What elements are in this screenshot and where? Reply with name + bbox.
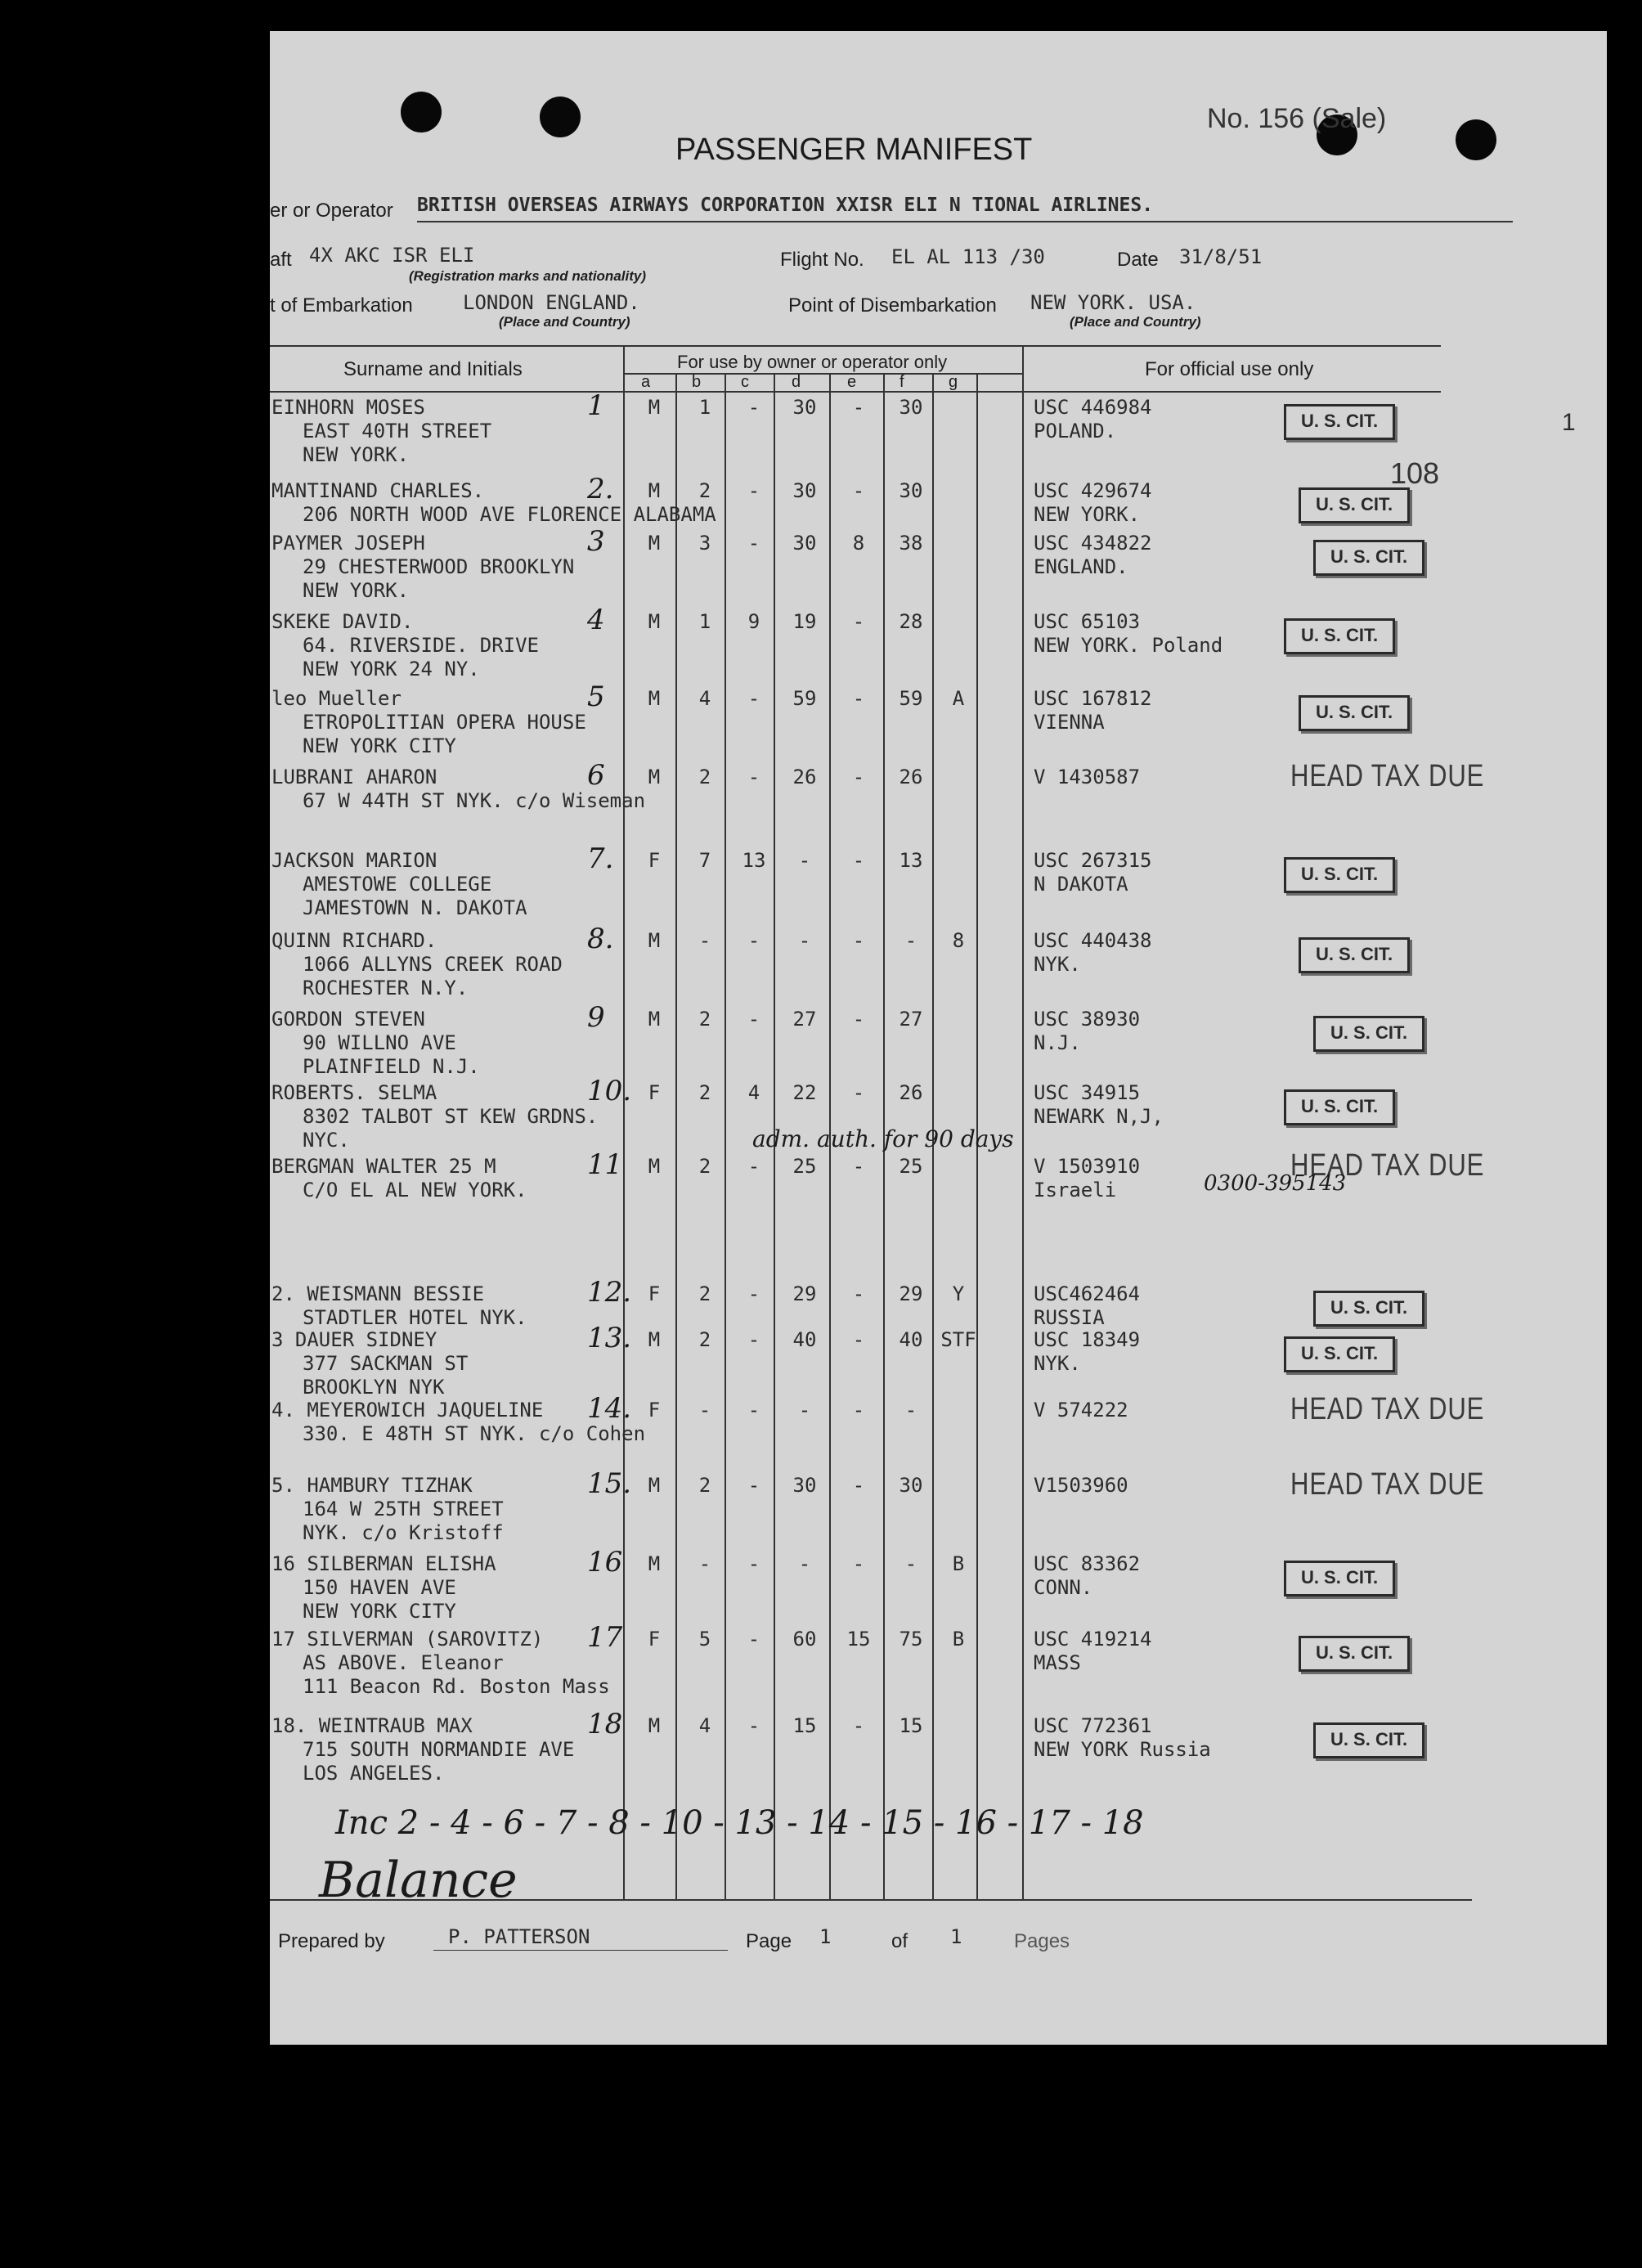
date-value: 31/8/51 [1179, 245, 1263, 268]
cell-e: - [852, 1552, 865, 1575]
cell-a: F [648, 1628, 661, 1650]
passenger-address: 377 SACKMAN ST [303, 1352, 469, 1375]
passenger-address: NEW YORK CITY [303, 734, 456, 757]
cell-d: 59 [792, 687, 817, 710]
cell-b: 2 [698, 766, 711, 788]
cell-f: 26 [899, 1081, 923, 1104]
official-visa-number: V 1503910 [1034, 1155, 1141, 1178]
page-stamp-number: 108 [1390, 456, 1440, 490]
passenger-address: BROOKLYN NYK [303, 1376, 445, 1399]
disembarkation-value: NEW YORK. USA. [1030, 291, 1196, 314]
passenger-number: 5 [587, 680, 605, 713]
passenger-address: NEW YORK. [303, 443, 410, 466]
date-label: Date [1117, 249, 1159, 271]
col-letter-6: g [949, 373, 958, 391]
official-place: CONN. [1034, 1576, 1093, 1599]
passenger-name: GORDON STEVEN [271, 1008, 425, 1031]
passenger-name: 17 SILVERMAN (SAROVITZ) [271, 1628, 544, 1650]
prepared-by-label: Prepared by [278, 1930, 385, 1952]
prepared-by-value: P. PATTERSON [448, 1925, 590, 1948]
cell-a: M [648, 766, 661, 788]
passenger-number: 4 [587, 604, 605, 636]
passenger-address: NEW YORK 24 NY. [303, 658, 480, 680]
cell-d: 27 [792, 1008, 817, 1031]
col-letter-3: d [792, 373, 801, 391]
official-visa-number: USC 772361 [1034, 1714, 1152, 1737]
cell-d: 26 [792, 766, 817, 788]
passenger-number: 15. [587, 1467, 632, 1500]
cell-f: 30 [899, 396, 923, 419]
passenger-name: 18. WEINTRAUB MAX [271, 1714, 473, 1737]
page-label: Page [746, 1930, 792, 1952]
cell-d: 30 [792, 479, 817, 502]
us-cit-stamp: U. S. CIT. [1299, 1636, 1410, 1672]
manifest-sheet [270, 31, 1607, 2045]
cell-c: - [747, 687, 760, 710]
cell-c: - [747, 532, 760, 555]
surname-header: Surname and Initials [343, 358, 523, 380]
passenger-address: 150 HAVEN AVE [303, 1576, 456, 1599]
cell-b: 1 [698, 396, 711, 419]
official-visa-number: USC 34915 [1034, 1081, 1141, 1104]
cell-b: 2 [698, 479, 711, 502]
us-cit-stamp: U. S. CIT. [1284, 857, 1395, 893]
cell-f: - [904, 929, 917, 952]
passenger-name: SKEKE DAVID. [271, 610, 414, 633]
us-cit-stamp: U. S. CIT. [1284, 1089, 1395, 1125]
flight-label: Flight No. [780, 249, 864, 271]
cell-e: - [852, 687, 865, 710]
us-cit-stamp: U. S. CIT. [1299, 695, 1410, 731]
col-letter-1: b [692, 373, 702, 391]
cell-f: 26 [899, 766, 923, 788]
cell-c: - [747, 1399, 760, 1421]
passenger-name: 5. HAMBURY TIZHAK [271, 1474, 473, 1497]
cell-c: - [747, 1008, 760, 1031]
cell-a: F [648, 1399, 661, 1421]
passenger-name: JACKSON MARION [271, 849, 437, 872]
cell-c: - [747, 396, 760, 419]
head-tax-stamp: HEAD TAX DUE [1290, 759, 1485, 793]
official-place: NYK. [1034, 1352, 1081, 1375]
passenger-address: 67 W 44TH ST NYK. c/o Wiseman [303, 789, 646, 812]
cell-g: STF [940, 1328, 976, 1351]
cell-c: - [747, 1155, 760, 1178]
official-place: NEW YORK. [1034, 503, 1141, 526]
us-cit-stamp: U. S. CIT. [1284, 1336, 1395, 1372]
passenger-address: AMESTOWE COLLEGE [303, 873, 492, 896]
cell-d: - [798, 1399, 811, 1421]
cell-f: 30 [899, 479, 923, 502]
signature-note: Balance [319, 1852, 518, 1909]
cell-g: 8 [952, 929, 965, 952]
cell-b: 2 [698, 1081, 711, 1104]
passenger-name: 2. WEISMANN BESSIE [271, 1282, 485, 1305]
us-cit-stamp: U. S. CIT. [1299, 487, 1410, 523]
official-visa-number: V 1430587 [1034, 766, 1141, 788]
passenger-address: 90 WILLNO AVE [303, 1031, 456, 1054]
cell-a: F [648, 1282, 661, 1305]
passenger-address: 206 NORTH WOOD AVE FLORENCE ALABAMA [303, 503, 716, 526]
cell-c: 4 [747, 1081, 760, 1104]
cell-c: - [747, 929, 760, 952]
passenger-address: 164 W 25TH STREET [303, 1498, 504, 1520]
col-divider [725, 375, 726, 1899]
us-cit-stamp: U. S. CIT. [1313, 1291, 1424, 1327]
page-value: 1 [819, 1925, 832, 1948]
passenger-address: 330. E 48TH ST NYK. c/o Cohen [303, 1422, 646, 1445]
cell-b: 4 [698, 687, 711, 710]
head-tax-stamp: HEAD TAX DUE [1290, 1392, 1485, 1426]
passenger-name: BERGMAN WALTER 25 M [271, 1155, 496, 1178]
cell-a: M [648, 1155, 661, 1178]
cell-b: 1 [698, 610, 711, 633]
embarkation-note: (Place and Country) [499, 314, 630, 330]
disembarkation-label: Point of Disembarkation [788, 294, 997, 317]
passenger-address: NYC. [303, 1129, 350, 1152]
passenger-name: 4. MEYEROWICH JAQUELINE [271, 1399, 544, 1421]
passenger-name: PAYMER JOSEPH [271, 532, 425, 555]
flight-value: EL AL 113 /30 [891, 245, 1045, 268]
official-header: For official use only [1145, 358, 1314, 380]
cell-e: - [852, 1008, 865, 1031]
cell-d: 25 [792, 1155, 817, 1178]
cell-d: 40 [792, 1328, 817, 1351]
cell-f: 59 [899, 687, 923, 710]
cell-c: - [747, 479, 760, 502]
cell-a: F [648, 849, 661, 872]
cell-c: - [747, 766, 760, 788]
cell-c: - [747, 1628, 760, 1650]
cell-f: 27 [899, 1008, 923, 1031]
aircraft-note: (Registration marks and nationality) [409, 268, 646, 284]
official-place: ENGLAND. [1034, 555, 1128, 578]
passenger-address: EAST 40TH STREET [303, 420, 492, 442]
cell-d: 15 [792, 1714, 817, 1737]
cell-a: M [648, 396, 661, 419]
passenger-number: 9 [587, 1001, 605, 1034]
official-place: RUSSIA [1034, 1306, 1105, 1329]
official-place: NEW YORK. Poland [1034, 634, 1223, 657]
official-place: Israeli [1034, 1179, 1117, 1201]
passenger-name: QUINN RICHARD. [271, 929, 437, 952]
cell-f: 40 [899, 1328, 923, 1351]
cell-e: - [852, 610, 865, 633]
passenger-address: ETROPOLITIAN OPERA HOUSE [303, 711, 586, 734]
official-visa-number: USC 267315 [1034, 849, 1152, 872]
passenger-number: 18 [587, 1708, 623, 1740]
cell-a: M [648, 610, 661, 633]
official-place: POLAND. [1034, 420, 1117, 442]
cell-e: - [852, 929, 865, 952]
cell-c: - [747, 1552, 760, 1575]
cell-g: B [952, 1552, 965, 1575]
owner-header: For use by owner or operator only [677, 352, 948, 372]
cell-e: - [852, 1328, 865, 1351]
cell-d: - [798, 929, 811, 952]
us-cit-stamp: U. S. CIT. [1284, 1561, 1395, 1597]
cell-b: 2 [698, 1008, 711, 1031]
official-place: VIENNA [1034, 711, 1105, 734]
punch-hole [540, 97, 581, 137]
passenger-number: 11 [587, 1148, 623, 1181]
cell-b: 2 [698, 1328, 711, 1351]
cell-g: A [952, 687, 965, 710]
cell-f: - [904, 1552, 917, 1575]
passenger-name: MANTINAND CHARLES. [271, 479, 485, 502]
cell-b: 7 [698, 849, 711, 872]
margin-mark: 1 [1562, 409, 1576, 436]
passenger-number: 8. [587, 923, 614, 955]
official-visa-number: USC 429674 [1034, 479, 1152, 502]
passenger-address: 1066 ALLYNS CREEK ROAD [303, 953, 563, 976]
handwritten-note: adm. auth. for 90 days [752, 1125, 1014, 1152]
passenger-address: C/O EL AL NEW YORK. [303, 1179, 527, 1201]
cell-c: 9 [747, 610, 760, 633]
cell-a: M [648, 1552, 661, 1575]
cell-c: - [747, 1714, 760, 1737]
handwritten-reference: 0300-395143 [1204, 1171, 1347, 1196]
cell-b: 2 [698, 1474, 711, 1497]
passenger-address: LOS ANGELES. [303, 1762, 445, 1785]
passenger-number: 7. [587, 842, 614, 875]
official-visa-number: USC 440438 [1034, 929, 1152, 952]
owner-sub-rule [625, 373, 1022, 375]
official-place: NYK. [1034, 953, 1081, 976]
official-visa-number: V 574222 [1034, 1399, 1128, 1421]
passenger-address: JAMESTOWN N. DAKOTA [303, 896, 527, 919]
cell-c: - [747, 1282, 760, 1305]
passenger-address: 8302 TALBOT ST KEW GRDNS. [303, 1105, 599, 1128]
official-place: MASS [1034, 1651, 1081, 1674]
head-tax-stamp: HEAD TAX DUE [1290, 1467, 1485, 1502]
cell-f: 75 [899, 1628, 923, 1650]
official-visa-number: USC 434822 [1034, 532, 1152, 555]
passenger-name: ROBERTS. SELMA [271, 1081, 437, 1104]
passenger-number: 16 [587, 1546, 623, 1579]
cell-d: - [798, 1552, 811, 1575]
passenger-address: 715 SOUTH NORMANDIE AVE [303, 1738, 575, 1761]
cell-a: M [648, 1008, 661, 1031]
col-letter-0: a [641, 373, 651, 391]
cell-b: 5 [698, 1628, 711, 1650]
cell-a: M [648, 1474, 661, 1497]
operator-underline [417, 221, 1513, 222]
cell-a: M [648, 1714, 661, 1737]
cell-b: - [698, 1399, 711, 1421]
col-divider [623, 347, 625, 1899]
passenger-number: 13. [587, 1322, 632, 1354]
aircraft-label: aft [270, 249, 292, 271]
punch-hole [401, 92, 442, 132]
embarkation-value: LONDON ENGLAND. [463, 291, 640, 314]
cell-d: 22 [792, 1081, 817, 1104]
cell-d: 30 [792, 396, 817, 419]
cell-b: 2 [698, 1155, 711, 1178]
passenger-number: 2. [587, 473, 614, 505]
punch-hole [1456, 119, 1496, 160]
passenger-address: STADTLER HOTEL NYK. [303, 1306, 527, 1329]
tally-note: Inc 2 - 4 - 6 - 7 - 8 - 10 - 13 - 14 - 15 - 16 - 17 - 18 [335, 1804, 1144, 1842]
cell-d: 30 [792, 532, 817, 555]
cell-f: 13 [899, 849, 923, 872]
official-visa-number: USC 419214 [1034, 1628, 1152, 1650]
passenger-address: PLAINFIELD N.J. [303, 1055, 480, 1078]
cell-c: - [747, 1328, 760, 1351]
official-place: N DAKOTA [1034, 873, 1128, 896]
table-top-rule [270, 345, 1441, 347]
cell-f: 30 [899, 1474, 923, 1497]
cell-f: 29 [899, 1282, 923, 1305]
official-visa-number: USC 38930 [1034, 1008, 1141, 1031]
embarkation-label: t of Embarkation [270, 294, 413, 317]
cell-f: 15 [899, 1714, 923, 1737]
passenger-number: 6 [587, 759, 605, 792]
cell-e: - [852, 396, 865, 419]
cell-b: 2 [698, 1282, 711, 1305]
official-visa-number: USC 167812 [1034, 687, 1152, 710]
col-letter-5: f [900, 373, 904, 391]
cell-d: 29 [792, 1282, 817, 1305]
cell-b: 4 [698, 1714, 711, 1737]
col-letter-2: c [741, 373, 749, 391]
disembarkation-note: (Place and Country) [1070, 314, 1201, 330]
passenger-address: 29 CHESTERWOOD BROOKLYN [303, 555, 575, 578]
passenger-name: 16 SILBERMAN ELISHA [271, 1552, 496, 1575]
cell-e: - [852, 849, 865, 872]
us-cit-stamp: U. S. CIT. [1313, 1016, 1424, 1052]
cell-c: - [747, 1474, 760, 1497]
cell-b: - [698, 1552, 711, 1575]
manifest-number: No. 156 (Sale) [1207, 103, 1387, 134]
prepared-underline [433, 1950, 728, 1951]
passenger-address: AS ABOVE. Eleanor [303, 1651, 504, 1674]
cell-e: 15 [846, 1628, 871, 1650]
cell-a: F [648, 1081, 661, 1104]
cell-a: M [648, 532, 661, 555]
aircraft-value: 4X AKC ISR ELI [309, 244, 475, 267]
pages-label: Pages [1014, 1930, 1070, 1952]
cell-e: 8 [852, 532, 865, 555]
of-value: 1 [950, 1925, 962, 1948]
cell-b: - [698, 929, 711, 952]
cell-e: - [852, 1081, 865, 1104]
cell-e: - [852, 1714, 865, 1737]
us-cit-stamp: U. S. CIT. [1284, 404, 1395, 440]
cell-e: - [852, 766, 865, 788]
cell-a: M [648, 929, 661, 952]
col-divider [675, 375, 677, 1899]
official-place: NEWARK N,J, [1034, 1105, 1164, 1128]
passenger-name: LUBRANI AHARON [271, 766, 437, 788]
cell-g: B [952, 1628, 965, 1650]
us-cit-stamp: U. S. CIT. [1313, 1722, 1424, 1758]
passenger-number: 1 [587, 389, 605, 422]
cell-d: - [798, 849, 811, 872]
passenger-address: ROCHESTER N.Y. [303, 977, 469, 999]
passenger-number: 17 [587, 1621, 623, 1654]
cell-d: 30 [792, 1474, 817, 1497]
head-tax-stamp: HEAD TAX DUE [1290, 1148, 1485, 1183]
cell-a: M [648, 687, 661, 710]
official-visa-number: USC 446984 [1034, 396, 1152, 419]
col-letter-4: e [847, 373, 857, 391]
cell-f: 25 [899, 1155, 923, 1178]
cell-e: - [852, 1399, 865, 1421]
operator-value: BRITISH OVERSEAS AIRWAYS CORPORATION XXISR ELI N TIONAL AIRLINES. [417, 195, 1154, 216]
passenger-number: 12. [587, 1276, 632, 1309]
cell-g: Y [952, 1282, 965, 1305]
official-visa-number: USC 83362 [1034, 1552, 1141, 1575]
cell-b: 3 [698, 532, 711, 555]
us-cit-stamp: U. S. CIT. [1313, 540, 1424, 576]
passenger-name: EINHORN MOSES [271, 396, 425, 419]
cell-e: - [852, 1155, 865, 1178]
passenger-number: 10. [587, 1075, 632, 1107]
passenger-number: 14. [587, 1392, 632, 1425]
passenger-name: 3 DAUER SIDNEY [271, 1328, 437, 1351]
passenger-address: NEW YORK CITY [303, 1600, 456, 1623]
official-visa-number: V1503960 [1034, 1474, 1128, 1497]
passenger-number: 3 [587, 525, 605, 558]
cell-f: - [904, 1399, 917, 1421]
official-place: NEW YORK Russia [1034, 1738, 1211, 1761]
cell-e: - [852, 479, 865, 502]
col-divider [1022, 347, 1024, 1899]
cell-a: M [648, 1328, 661, 1351]
passenger-address: 64. RIVERSIDE. DRIVE [303, 634, 539, 657]
cell-e: - [852, 1282, 865, 1305]
cell-d: 60 [792, 1628, 817, 1650]
passenger-address: 111 Beacon Rd. Boston Mass [303, 1675, 610, 1698]
operator-label: er or Operator [270, 200, 393, 222]
page-title: PASSENGER MANIFEST [675, 132, 1033, 167]
cell-f: 28 [899, 610, 923, 633]
passenger-name: leo Mueller [271, 687, 402, 710]
cell-f: 38 [899, 532, 923, 555]
passenger-address: NEW YORK. [303, 579, 410, 602]
passenger-address: NYK. c/o Kristoff [303, 1521, 504, 1544]
official-visa-number: USC 65103 [1034, 610, 1141, 633]
cell-d: 19 [792, 610, 817, 633]
us-cit-stamp: U. S. CIT. [1284, 618, 1395, 654]
official-place: N.J. [1034, 1031, 1081, 1054]
cell-e: - [852, 1474, 865, 1497]
official-visa-number: USC 18349 [1034, 1328, 1141, 1351]
us-cit-stamp: U. S. CIT. [1299, 937, 1410, 973]
cell-c: 13 [742, 849, 766, 872]
cell-a: M [648, 479, 661, 502]
official-visa-number: USC462464 [1034, 1282, 1141, 1305]
of-label: of [891, 1930, 908, 1952]
